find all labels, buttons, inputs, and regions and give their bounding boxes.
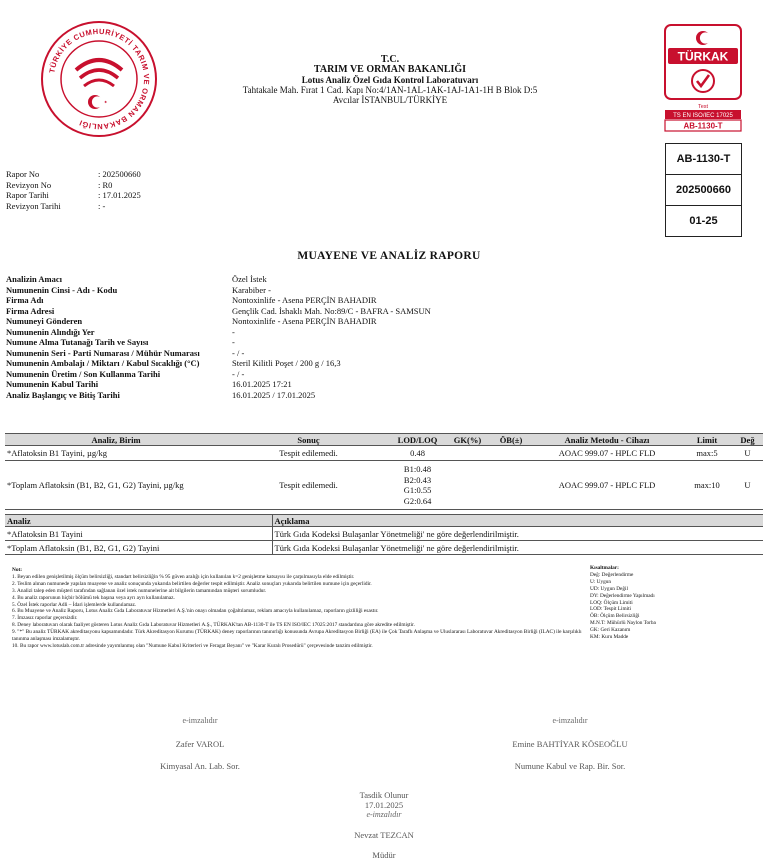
info-label: Analizin Amacı <box>6 274 62 284</box>
accreditation-code: AB-1130-T <box>666 144 741 175</box>
info-label: Analiz Başlangıç ve Bitiş Tarihi <box>6 389 120 400</box>
ob-cell <box>490 446 532 461</box>
info-label: Numunenin Cinsi - Adı - Kodu <box>6 284 118 295</box>
lod-cell: 0.48 <box>390 446 445 461</box>
info-row <box>6 379 431 390</box>
analysis-cell: *Aflatoksin B1 Tayini, µg/kg <box>5 446 227 461</box>
report-number-box: 202500660 <box>666 175 741 206</box>
sample-info <box>6 274 431 400</box>
abbreviation-item: GK: Geri Kazanım <box>590 627 631 634</box>
method-cell: AOAC 999.07 - HPLC FLD <box>532 461 682 510</box>
signer-role: Müdür <box>372 850 396 860</box>
abbreviation-item: LOQ: Ölçüm Limiti <box>590 599 633 606</box>
info-row <box>6 274 431 285</box>
meta-value: : R0 <box>98 179 113 190</box>
meta-row <box>6 169 141 180</box>
gk-cell <box>445 461 490 510</box>
lod-value: G1:0.55 <box>403 485 432 495</box>
col-header: ÖB(±) <box>490 434 532 446</box>
info-row <box>6 358 431 369</box>
abbreviation-item: LOD: Tespit Limiti <box>590 606 632 613</box>
col-header: Sonuç <box>227 434 390 446</box>
info-row <box>6 316 431 327</box>
col-header: GK(%) <box>445 434 490 446</box>
info-label: Numunenin Ambalajı / Miktarı / Kabul Sıcaklığı (°C) <box>6 358 200 368</box>
note-item: 8. Deney laboratuvarı olarak faaliyet gösteren Lotus Analiz Gıda Laboratuvar Hizmetleri A.Ş., TÜRKAK'tan AB-1130-T ile TS EN ISO/IEC 17025:2017 standardına göre akredite edilmiştir. <box>12 622 415 629</box>
turkak-standard: TS EN ISO/IEC 17025 <box>673 112 733 119</box>
result-cell: Tespit edilemedi. <box>227 446 390 461</box>
note-item: 2. Teslim alınan numunede yapılan muayene ve analiz sonuçunda yukarıda belirtilen değerler tespit edilmiştir. Analiz sonuçları yukarıda belirtilen numune için geçerlidir. <box>12 580 372 587</box>
turkak-code: AB-1130-T <box>683 121 723 131</box>
report-title: MUAYENE VE ANALİZ RAPORU <box>297 250 481 262</box>
abbreviation-item: KM: Kuru Madde <box>590 634 629 641</box>
info-value: - <box>232 337 235 347</box>
revision-code: 01-25 <box>689 215 718 227</box>
info-row <box>6 327 431 338</box>
abbreviation-item: U: Uygun <box>590 578 612 585</box>
table-row <box>5 541 763 555</box>
explanation-table <box>5 514 763 555</box>
limit-cell: max:10 <box>682 461 732 510</box>
info-label: Numunenin Alındığı Yer <box>6 326 95 337</box>
report-code-box <box>665 143 742 237</box>
info-label: Numunenin Kabul Tarihi <box>6 379 99 389</box>
info-value: Steril Kilitli Poşet / 200 g / 16,3 <box>232 358 341 368</box>
turkak-test: Test <box>697 104 709 110</box>
note-item: 6. Bu Muayene ve Analiz Raporu, Lotus Analiz Gıda Laboratuvar Hizmetleri A.Ş.'nin onayı olmadan çoğaltılamaz, reklam amacıyla kullanılamaz, raporların gizliliği esastır. <box>12 608 379 615</box>
info-label: Numuneyi Gönderen <box>6 316 83 326</box>
lod-value: B2:0.43 <box>403 474 432 485</box>
table-row <box>5 461 763 510</box>
info-value: Gençlik Cad. İshaklı Mah. No:89/C - BAFRA - SAMSUN <box>232 305 431 316</box>
turkak-mark <box>664 24 742 134</box>
info-label: Numune Alma Tutanağı Tarih ve Sayısı <box>6 337 149 347</box>
abbreviations-section <box>590 565 770 641</box>
report-meta <box>6 169 141 211</box>
info-row <box>6 285 431 296</box>
info-row <box>6 295 431 306</box>
abbreviation-item: DY: Değerlendirme Yapılmadı <box>590 592 655 599</box>
meta-value: : 17.01.2025 <box>98 190 141 200</box>
ministry-name: TARIM VE ORMAN BAKANLIĞI <box>313 64 467 75</box>
lod-cell <box>390 461 445 510</box>
explanation-cell: Türk Gıda Kodeksi Bulaşanlar Yönetmeliği' ne göre değerlendirilmiştir. <box>272 527 763 541</box>
info-label: Numunenin Seri - Parti Numarası / Mühür Numarası <box>6 347 200 358</box>
evaluation-cell: U <box>732 461 763 510</box>
meta-row <box>6 190 141 201</box>
notes-section <box>12 567 582 650</box>
turkak-brand: TÜRKAK <box>677 49 729 64</box>
info-value: Nontoxinlife - Asena PERÇİN BAHADIR <box>232 316 377 326</box>
signer-name: Nevzat TEZCAN <box>354 830 414 840</box>
note-item: 4. Bu analiz raporunun hiçbir bölümü tek başına veya ayrı ayrı kullanılamaz. <box>12 594 175 601</box>
note-item: 10. Bu rapor www.lotuslab.com.tr adresinde yayımlanmış olan "Numune Kabul Kriterleri ve Feragat Beyanı" ve "Karar Kuralı Prosedürü" çerçevesinde tanzim edilmiştir. <box>12 642 373 649</box>
lod-value: G2:0.64 <box>403 495 432 506</box>
turkak-logo <box>664 24 742 134</box>
col-header: Analiz <box>5 515 272 527</box>
note-item: 1. Beyan edilen genişletilmiş ölçüm belirsizliği, standart belirsizliğin % 95 güven aralığı için kullanılan k=2 genişletme katsayısı ile çarpılmasıyla elde edilmiştir. <box>12 573 355 580</box>
abbreviation-item: Değ: Değerlendirme <box>590 571 634 578</box>
info-row <box>6 337 431 348</box>
meta-label: Revizyon No <box>6 179 52 190</box>
analysis-cell: *Toplam Aflatoksin (B1, B2, G1, G2) Tayini, µg/kg <box>5 461 227 510</box>
info-value: - <box>232 326 235 337</box>
esign-label: e-imzalıdır <box>182 716 218 725</box>
meta-row <box>6 201 141 212</box>
result-cell: Tespit edilemedi. <box>227 461 390 510</box>
lab-address-line2: Avcılar İSTANBUL/TÜRKİYE <box>332 95 448 105</box>
approval-date: 17.01.2025 <box>364 800 404 810</box>
col-header: Limit <box>682 434 732 446</box>
ministry-seal <box>40 20 158 138</box>
col-header: Analiz, Birim <box>5 434 227 446</box>
analysis-cell: *Aflatoksin B1 Tayini <box>5 527 272 541</box>
info-row <box>6 306 431 317</box>
results-header-row <box>5 434 763 446</box>
approval-label: Tasdik Olunur <box>359 790 409 800</box>
info-row <box>6 390 431 401</box>
notes-heading: Not: <box>12 567 23 573</box>
lab-name: Lotus Analiz Özel Gıda Kontrol Laboratuvarı <box>301 75 479 85</box>
limit-cell: max:5 <box>682 446 732 461</box>
info-row <box>6 369 431 380</box>
seal-text: TÜRKİYE CUMHURİYETİ TARIM VE ORMAN BAKANLIĞI <box>47 26 152 132</box>
abbreviation-item: ÖB: Ölçüm Belirsizliği <box>590 613 640 620</box>
col-header: LOD/LOQ <box>390 434 445 446</box>
signature-bottom <box>309 790 459 860</box>
info-value: 16.01.2025 / 17.01.2025 <box>232 389 316 400</box>
table-row <box>5 446 763 461</box>
info-value: - / - <box>232 347 245 358</box>
analysis-cell: *Toplam Aflatoksin (B1, B2, G1, G2) Tayini <box>5 541 272 555</box>
info-value: Nontoxinlife - Asena PERÇİN BAHADIR <box>232 295 377 305</box>
esign-label: e-imzalıdır <box>552 716 588 725</box>
note-item: 9. "*" Bu analiz TÜRKAK akreditasyonu kapsamındadır. Türk Akreditasyon Kurumu (TÜRKAK) deney raporlarının tanınırlığı konusunda Avrupa Akreditasyon Birliği (EA) ile Çok Taraflı Anlaşma ve Uluslararası Laboratuvar Akreditasyon Birliği (ILAC) ile karşılıklı tanınma anlaşması imzalamıştır. <box>12 629 582 643</box>
method-cell: AOAC 999.07 - HPLC FLD <box>532 446 682 461</box>
signer-name: Emine BAHTİYAR KÖSEOĞLU <box>512 739 628 749</box>
tc-label: T.C. <box>380 54 400 65</box>
lab-address-line1: Tahtakale Mah. Fırat 1 Cad. Kapı No:4/1AN-1AL-1AK-1AJ-1A1-1H B Blok D:5 <box>242 85 538 95</box>
ob-cell <box>490 461 532 510</box>
signature-right <box>470 716 670 771</box>
signature-left <box>120 716 280 771</box>
info-label: Firma Adresi <box>6 305 55 316</box>
info-row <box>6 348 431 359</box>
lod-value: B1:0.48 <box>403 464 432 474</box>
meta-value: : - <box>98 200 106 211</box>
esign-label: e-imzalıdır <box>366 810 402 819</box>
signer-name: Zafer VAROL <box>175 739 225 749</box>
info-label: Numunenin Üretim / Son Kullanma Tarihi <box>6 368 161 379</box>
abbreviation-item: M.N.T: Mühürlü Naylon Torba <box>590 620 656 627</box>
note-item: 5. Özel İstek raporlar Adli – İdari işlemlerde kullanılamaz. <box>12 601 137 608</box>
info-value: Özel İstek <box>232 274 267 284</box>
signer-role: Numune Kabul ve Rap. Bir. Sor. <box>514 761 626 771</box>
abbreviations-heading: Kısaltmalar: <box>590 565 619 571</box>
note-item: 3. Analizi talep eden müşteri tarafından sağlanan özel istek numunelerine ait bilgilerin tamamından müşteri sorumludur. <box>12 587 267 594</box>
explanation-header-row <box>5 515 763 527</box>
evaluation-cell: U <box>732 446 763 461</box>
gk-cell <box>445 446 490 461</box>
meta-label: Rapor No <box>6 169 40 179</box>
lab-header <box>190 55 590 105</box>
info-value: 16.01.2025 17:21 <box>232 379 292 389</box>
meta-value: : 202500660 <box>98 169 141 179</box>
explanation-cell: Türk Gıda Kodeksi Bulaşanlar Yönetmeliği' ne göre değerlendirilmiştir. <box>272 541 763 555</box>
signer-role: Kimyasal An. Lab. Sor. <box>160 761 240 771</box>
col-header: Analiz Metodu - Cihazı <box>532 434 682 446</box>
meta-label: Rapor Tarihi <box>6 190 49 200</box>
abbreviation-item: UD: Uygun Değil <box>590 585 628 592</box>
info-value: - / - <box>232 368 245 379</box>
table-row <box>5 527 763 541</box>
col-header: Değ <box>732 434 763 446</box>
info-value: Karabiber - <box>232 284 271 295</box>
col-header: Açıklama <box>272 515 763 527</box>
results-table <box>5 433 763 510</box>
meta-row <box>6 180 141 191</box>
meta-label: Revizyon Tarihi <box>6 200 61 211</box>
info-label: Firma Adı <box>6 295 44 305</box>
note-item: 7. İmzasız raporlar geçersizdir. <box>12 615 78 622</box>
